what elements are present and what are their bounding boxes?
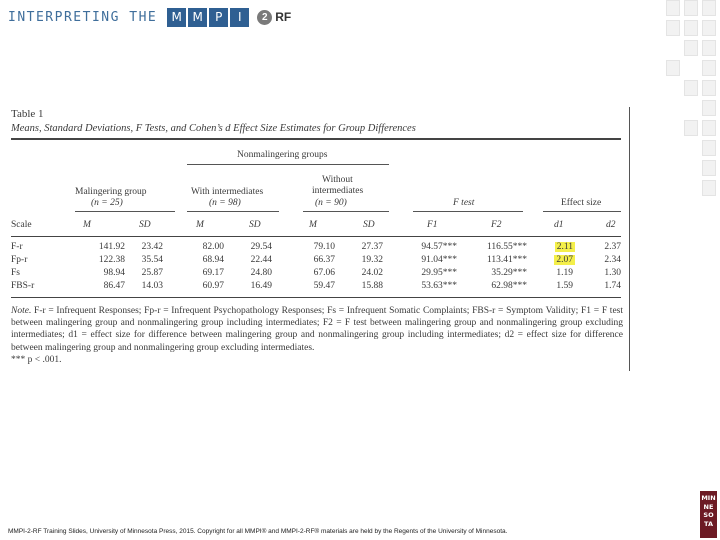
highlight-d1: 2.07 <box>556 255 573 265</box>
without-header-1: Without <box>322 175 353 185</box>
row-value: 35.54 <box>141 255 163 265</box>
row-value: 79.10 <box>313 242 335 252</box>
with-intermediates-header: With intermediates <box>191 187 264 197</box>
col-f2: F2 <box>491 220 502 230</box>
note-p-value: *** p < .001. <box>11 354 62 365</box>
effect-rule <box>543 211 621 212</box>
row-value: 1.59 <box>556 281 573 291</box>
with-intermediates-n: (n = 98) <box>209 198 241 208</box>
row-value: 29.54 <box>250 242 272 252</box>
row-value: 19.32 <box>361 255 383 265</box>
row-value: 60.97 <box>202 281 224 291</box>
table-label: Table 1 <box>11 108 44 120</box>
without-n: (n = 90) <box>315 198 347 208</box>
ftest-rule <box>413 211 523 212</box>
table-note <box>11 305 623 366</box>
row-value: 35.29*** <box>491 268 527 278</box>
col-sd1: SD <box>139 220 151 230</box>
ftest-header: F test <box>453 198 475 208</box>
col-sd3: SD <box>363 220 375 230</box>
header-rule <box>11 236 621 237</box>
row-value: 86.47 <box>103 281 125 291</box>
header-logo <box>8 7 291 27</box>
row-value: 98.94 <box>103 268 125 278</box>
col-d1: d1 <box>554 220 564 230</box>
malingering-header: Malingering group <box>75 187 147 197</box>
row-value: 1.19 <box>556 268 573 278</box>
row-value: 15.88 <box>361 281 383 291</box>
table-title: Means, Standard Deviations, F Tests, and Cohen’s d Effect Size Estimates for Group Differences <box>11 123 416 134</box>
row-scale: F-r <box>11 242 23 252</box>
row-value: 23.42 <box>141 242 163 252</box>
row-value: 24.80 <box>250 268 272 278</box>
logo-letter-m2: M <box>188 8 207 27</box>
note-text: F-r = Infrequent Responses; Fp-r = Infrequent Psychopathology Responses; Fs = Infrequent Somatic Complaints; FBS-r = Symptom Validity; F1 = F test between malingering group and nonmalingering group including intermediates; F2 = F test between malingering group and nonmalingering group excluding intermediates; d1 = effect size for difference between malingering group and nonmalingering group including intermediates; d2 = effect size for difference between malingering group and nonmalingering group excluding intermediates. <box>11 306 623 353</box>
group-rule <box>187 164 389 165</box>
col-m3: M <box>309 220 317 230</box>
row-value: 14.03 <box>141 281 163 291</box>
without-rule <box>303 211 389 212</box>
malingering-n: (n = 25) <box>91 198 123 208</box>
table-bottom-rule <box>11 297 621 298</box>
highlight-d1: 2.11 <box>556 242 573 252</box>
row-value: 113.41*** <box>486 255 527 265</box>
effect-size-header: Effect size <box>561 198 602 208</box>
row-value: 25.87 <box>141 268 163 278</box>
header-suffix: RF <box>275 10 292 24</box>
row-scale: Fs <box>11 268 20 278</box>
row-value: 59.47 <box>313 281 335 291</box>
without-header-2: intermediates <box>312 186 364 196</box>
row-value: 2.34 <box>604 255 621 265</box>
version-badge: 2 <box>257 10 272 25</box>
footer-copyright: MMPI-2-RF Training Slides, University of Minnesota Press, 2015. Copyright for all MMPI® and MMPI-2-RF® materials are held by the Regents of the University of Minnesota. <box>8 528 508 535</box>
row-value: 69.17 <box>202 268 224 278</box>
row-value: 1.30 <box>604 268 621 278</box>
row-value: 62.98*** <box>491 281 527 291</box>
row-value: 91.04*** <box>421 255 457 265</box>
row-value: 2.37 <box>604 242 621 252</box>
col-scale: Scale <box>11 220 32 230</box>
decorative-grid <box>662 0 720 300</box>
row-value: 1.74 <box>604 281 621 291</box>
row-value: 66.37 <box>313 255 335 265</box>
row-scale: Fp-r <box>11 255 28 265</box>
logo-letter-p: P <box>209 8 228 27</box>
logo-letter-m1: M <box>167 8 186 27</box>
table-edge-line <box>629 107 630 371</box>
row-value: 53.63*** <box>421 281 457 291</box>
with-rule <box>187 211 279 212</box>
row-value: 94.57*** <box>421 242 457 252</box>
row-scale: FBS-r <box>11 281 35 291</box>
col-m2: M <box>196 220 204 230</box>
row-value: 16.49 <box>250 281 272 291</box>
logo-letter-i: I <box>230 8 249 27</box>
header-title: INTERPRETING THE <box>8 9 158 25</box>
col-m1: M <box>83 220 91 230</box>
row-value: 82.00 <box>202 242 224 252</box>
row-value: 67.06 <box>313 268 335 278</box>
col-f1: F1 <box>427 220 438 230</box>
row-value: 141.92 <box>98 242 125 252</box>
row-value: 27.37 <box>361 242 383 252</box>
row-value: 68.94 <box>202 255 224 265</box>
results-table <box>9 106 631 371</box>
row-value: 122.38 <box>98 255 125 265</box>
malingering-rule <box>75 211 175 212</box>
row-value: 24.02 <box>361 268 383 278</box>
row-value-highlighted <box>555 242 575 252</box>
note-lead: Note. <box>11 306 32 316</box>
table-top-rule <box>11 138 621 140</box>
row-value: 29.95*** <box>421 268 457 278</box>
university-logo: MIN NE SO TA <box>700 491 717 538</box>
nonmalingering-header: Nonmalingering groups <box>237 150 328 160</box>
row-value: 116.55*** <box>486 242 527 252</box>
row-value: 22.44 <box>250 255 272 265</box>
col-sd2: SD <box>249 220 261 230</box>
row-value-highlighted <box>554 255 575 265</box>
col-d2: d2 <box>606 220 616 230</box>
